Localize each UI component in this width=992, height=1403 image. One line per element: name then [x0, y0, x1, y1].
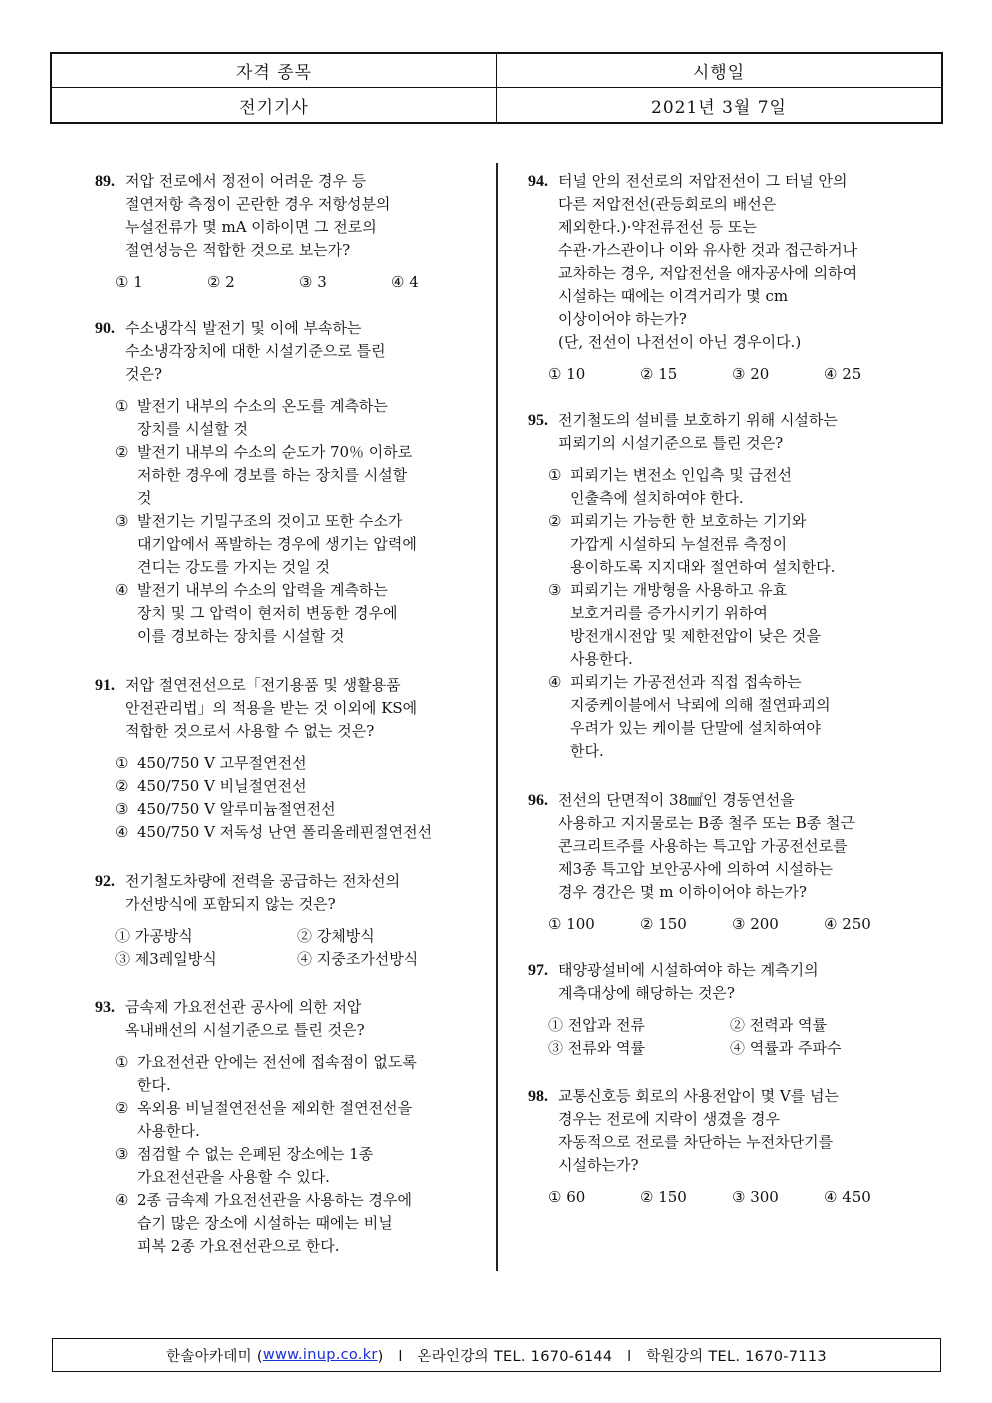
answer-option — [115, 395, 475, 441]
option-mark: ④ — [115, 823, 129, 841]
option-text: 450/750 V 저독성 난연 폴리올레핀절연전선 — [137, 823, 433, 841]
question-91 — [95, 674, 475, 844]
answer-option: ② 강체방식 — [297, 927, 375, 945]
answer-option: ② 전력과 역률 — [730, 1016, 827, 1034]
footer-academy: 한솔아카데미 ( — [166, 1348, 263, 1365]
header-subject-label: 자격 종목 — [52, 54, 497, 88]
question-94 — [528, 170, 913, 383]
header-subject-value: 전기기사 — [52, 88, 497, 122]
question-text: 수소냉각식 발전기 및 이에 부속하는 수소냉각장치에 대한 시설기준으로 틀린 것은? — [125, 319, 386, 383]
answer-options — [528, 365, 913, 383]
option-mark: ③ — [115, 1145, 129, 1163]
answer-option: ① 전압과 전류 — [548, 1016, 645, 1034]
option-mark: ① — [548, 466, 562, 484]
answer-option — [115, 821, 475, 844]
answer-option: ① 100 — [548, 915, 595, 933]
question-text: 태양광설비에 시설하여야 하는 계측기의 계측대상에 해당하는 것은? — [558, 961, 819, 1002]
answer-options — [528, 1014, 913, 1059]
option-text: 발전기 내부의 수소의 온도를 계측하는 장치를 시설할 것 — [137, 397, 388, 438]
option-mark: ② — [115, 1099, 129, 1117]
option-mark: ② — [548, 512, 562, 530]
question-92 — [95, 870, 475, 970]
question-number: 92. — [95, 873, 115, 890]
answer-option: ③ 제3레일방식 — [115, 950, 217, 968]
question-text: 교통신호등 회로의 사용전압이 몇 V를 넘는 경우는 전로에 지락이 생겼을 경우 자동적으로 전로를 차단하는 누전차단기를 시설하는가? — [558, 1087, 840, 1174]
answer-options — [95, 752, 475, 844]
answer-options — [95, 1051, 475, 1258]
answer-option — [115, 798, 475, 821]
answer-option: ④ 지중조가선방식 — [297, 950, 419, 968]
option-text: 옥외용 비닐절연전선을 제외한 절연전선을 사용한다. — [137, 1099, 413, 1140]
option-mark: ② — [115, 777, 129, 795]
question-89 — [95, 170, 475, 291]
answer-option: ② 15 — [640, 365, 678, 383]
option-text: 피뢰기는 가능한 한 보호하는 기기와 가깝게 시설하되 누설전류 측정이 용이하도록 지지대와 절연하여 설치한다. — [570, 512, 836, 576]
answer-option — [115, 1189, 475, 1258]
answer-option — [115, 1051, 475, 1097]
right-column — [528, 170, 913, 1206]
question-93 — [95, 996, 475, 1258]
option-text: 발전기 내부의 수소의 순도가 70％ 이하로 저하한 경우에 경보를 하는 장치를 시설할 것 — [137, 443, 413, 507]
answer-options — [95, 273, 475, 291]
question-number: 93. — [95, 999, 115, 1016]
option-mark: ① — [115, 1053, 129, 1071]
option-mark: ④ — [115, 581, 129, 599]
answer-option — [548, 464, 913, 510]
question-95 — [528, 409, 913, 763]
header-date-label: 시행일 — [497, 54, 941, 88]
option-mark: ④ — [115, 1191, 129, 1209]
answer-option — [115, 1097, 475, 1143]
answer-option — [548, 510, 913, 579]
question-text: 금속제 가요전선관 공사에 의한 저압 옥내배선의 시설기준으로 틀린 것은? — [125, 998, 365, 1039]
question-number: 91. — [95, 677, 115, 694]
question-98 — [528, 1085, 913, 1206]
option-mark: ① — [115, 754, 129, 772]
header-date-value: 2021년 3월 7일 — [651, 97, 787, 118]
answer-option — [115, 1143, 475, 1189]
option-mark: ③ — [548, 581, 562, 599]
option-mark: ① — [115, 397, 129, 415]
question-number: 94. — [528, 173, 548, 190]
answer-option: ④ 역률과 주파수 — [730, 1039, 842, 1057]
question-97 — [528, 959, 913, 1059]
answer-option: ① 60 — [548, 1188, 586, 1206]
question-number: 97. — [528, 962, 548, 979]
answer-option: ③ 20 — [732, 365, 770, 383]
answer-option: ④ 250 — [824, 915, 871, 933]
option-mark: ③ — [115, 512, 129, 530]
answer-option — [115, 775, 475, 798]
option-text: 피뢰기는 개방형을 사용하고 유효 보호거리를 증가시키기 위하여 방전개시전압 및 제한전압이 낮은 것을 사용한다. — [570, 581, 821, 668]
answer-options — [528, 1188, 913, 1206]
question-text: 저압 절연전선으로「전기용품 및 생활용품 안전관리법」의 적용을 받는 것 이외에 KS에 적합한 것으로서 사용할 수 없는 것은? — [125, 676, 418, 740]
answer-option: ① 가공방식 — [115, 927, 193, 945]
option-text: 발전기 내부의 수소의 압력을 계측하는 장치 및 그 압력이 현저히 변동한 경우에 이를 경보하는 장치를 시설할 것 — [137, 581, 398, 645]
footer-bar — [52, 1338, 941, 1372]
answer-option: ③ 200 — [732, 915, 779, 933]
answer-option — [115, 510, 475, 579]
answer-option — [115, 441, 475, 510]
answer-option: ④ 25 — [824, 365, 862, 383]
question-text: 저압 전로에서 정전이 어려운 경우 등 절연저항 측정이 곤란한 경우 저항성분의 누설전류가 몇 mA 이하이면 그 전로의 절연성능은 적합한 것으로 보는가? — [125, 172, 391, 259]
answer-option — [548, 579, 913, 671]
option-text: 450/750 V 비닐절연전선 — [137, 777, 307, 795]
footer-contact: ) l 온라인강의 TEL. 1670-6144 l 학원강의 TEL. 1670-7113 — [377, 1348, 827, 1365]
question-number: 95. — [528, 412, 548, 429]
column-divider — [496, 163, 498, 1271]
answer-option: ② 150 — [640, 915, 687, 933]
answer-option: ④ 450 — [824, 1188, 871, 1206]
answer-options — [528, 464, 913, 763]
answer-option — [115, 579, 475, 648]
question-number: 96. — [528, 792, 548, 809]
answer-options — [95, 925, 475, 970]
answer-option: ② 150 — [640, 1188, 687, 1206]
answer-option: ② 2 — [207, 273, 235, 291]
answer-option: ③ 3 — [299, 273, 327, 291]
question-90 — [95, 317, 475, 648]
answer-options — [95, 395, 475, 648]
answer-option — [115, 752, 475, 775]
answer-option: ③ 300 — [732, 1188, 779, 1206]
option-text: 피뢰기는 변전소 인입측 및 급전선 인출측에 설치하여야 한다. — [570, 466, 792, 507]
question-text: 터널 안의 전선로의 저압전선이 그 터널 안의 다른 저압전선(관등회로의 배선은 제외한다.)·약전류전선 등 또는 수관·가스관이나 이와 유사한 것과 접근하거나 교차하는 경우, 저압전선을 애자공사에 의하여 시설하는 때에는 이격거리가 몇 cm 이상이어야 하는가? (단, 전선이 나전선이 아닌 경우이다.) — [558, 172, 858, 351]
option-mark: ② — [115, 443, 129, 461]
option-text: 가요전선관 안에는 전선에 접속점이 없도록 한다. — [137, 1053, 417, 1094]
exam-header-table — [50, 52, 943, 124]
answer-option: ① 1 — [115, 273, 143, 291]
option-text: 발전기는 기밀구조의 것이고 또한 수소가 대기압에서 폭발하는 경우에 생기는 압력에 견디는 강도를 가지는 것일 것 — [137, 512, 417, 576]
option-text: 450/750 V 고무절연전선 — [137, 754, 307, 772]
answer-options — [528, 915, 913, 933]
question-number: 89. — [95, 173, 115, 190]
question-number: 90. — [95, 320, 115, 337]
option-text: 2종 금속제 가요전선관을 사용하는 경우에 습기 많은 장소에 시설하는 때에는 비닐 피복 2종 가요전선관으로 한다. — [137, 1191, 412, 1255]
left-column — [95, 170, 475, 1258]
option-mark: ④ — [548, 673, 562, 691]
option-text: 점검할 수 없는 은폐된 장소에는 1종 가요전선관을 사용할 수 있다. — [137, 1145, 374, 1186]
question-text: 전기철도의 설비를 보호하기 위해 시설하는 피뢰기의 시설기준으로 틀린 것은? — [558, 411, 838, 452]
answer-option: ③ 전류와 역률 — [548, 1039, 645, 1057]
question-text: 전선의 단면적이 38㎟인 경동연선을 사용하고 지지물로는 B종 철주 또는 B종 철근 콘크리트주를 사용하는 특고압 가공전선로를 제3종 특고압 보안공사에 의하여 시설하는 경우 경간은 몇 m 이하이어야 하는가? — [558, 791, 855, 901]
question-96 — [528, 789, 913, 933]
option-text: 450/750 V 알루미늄절연전선 — [137, 800, 336, 818]
option-text: 피뢰기는 가공전선과 직접 접속하는 지중케이블에서 낙뢰에 의해 절연파괴의 우려가 있는 케이블 단말에 설치하여야 한다. — [570, 673, 831, 760]
question-text: 전기철도차량에 전력을 공급하는 전차선의 가선방식에 포함되지 않는 것은? — [125, 872, 401, 913]
option-mark: ③ — [115, 800, 129, 818]
answer-option: ④ 4 — [391, 273, 419, 291]
footer-website-link[interactable]: www.inup.co.kr — [262, 1347, 378, 1363]
answer-option: ① 10 — [548, 365, 586, 383]
question-number: 98. — [528, 1088, 548, 1105]
answer-option — [548, 671, 913, 763]
